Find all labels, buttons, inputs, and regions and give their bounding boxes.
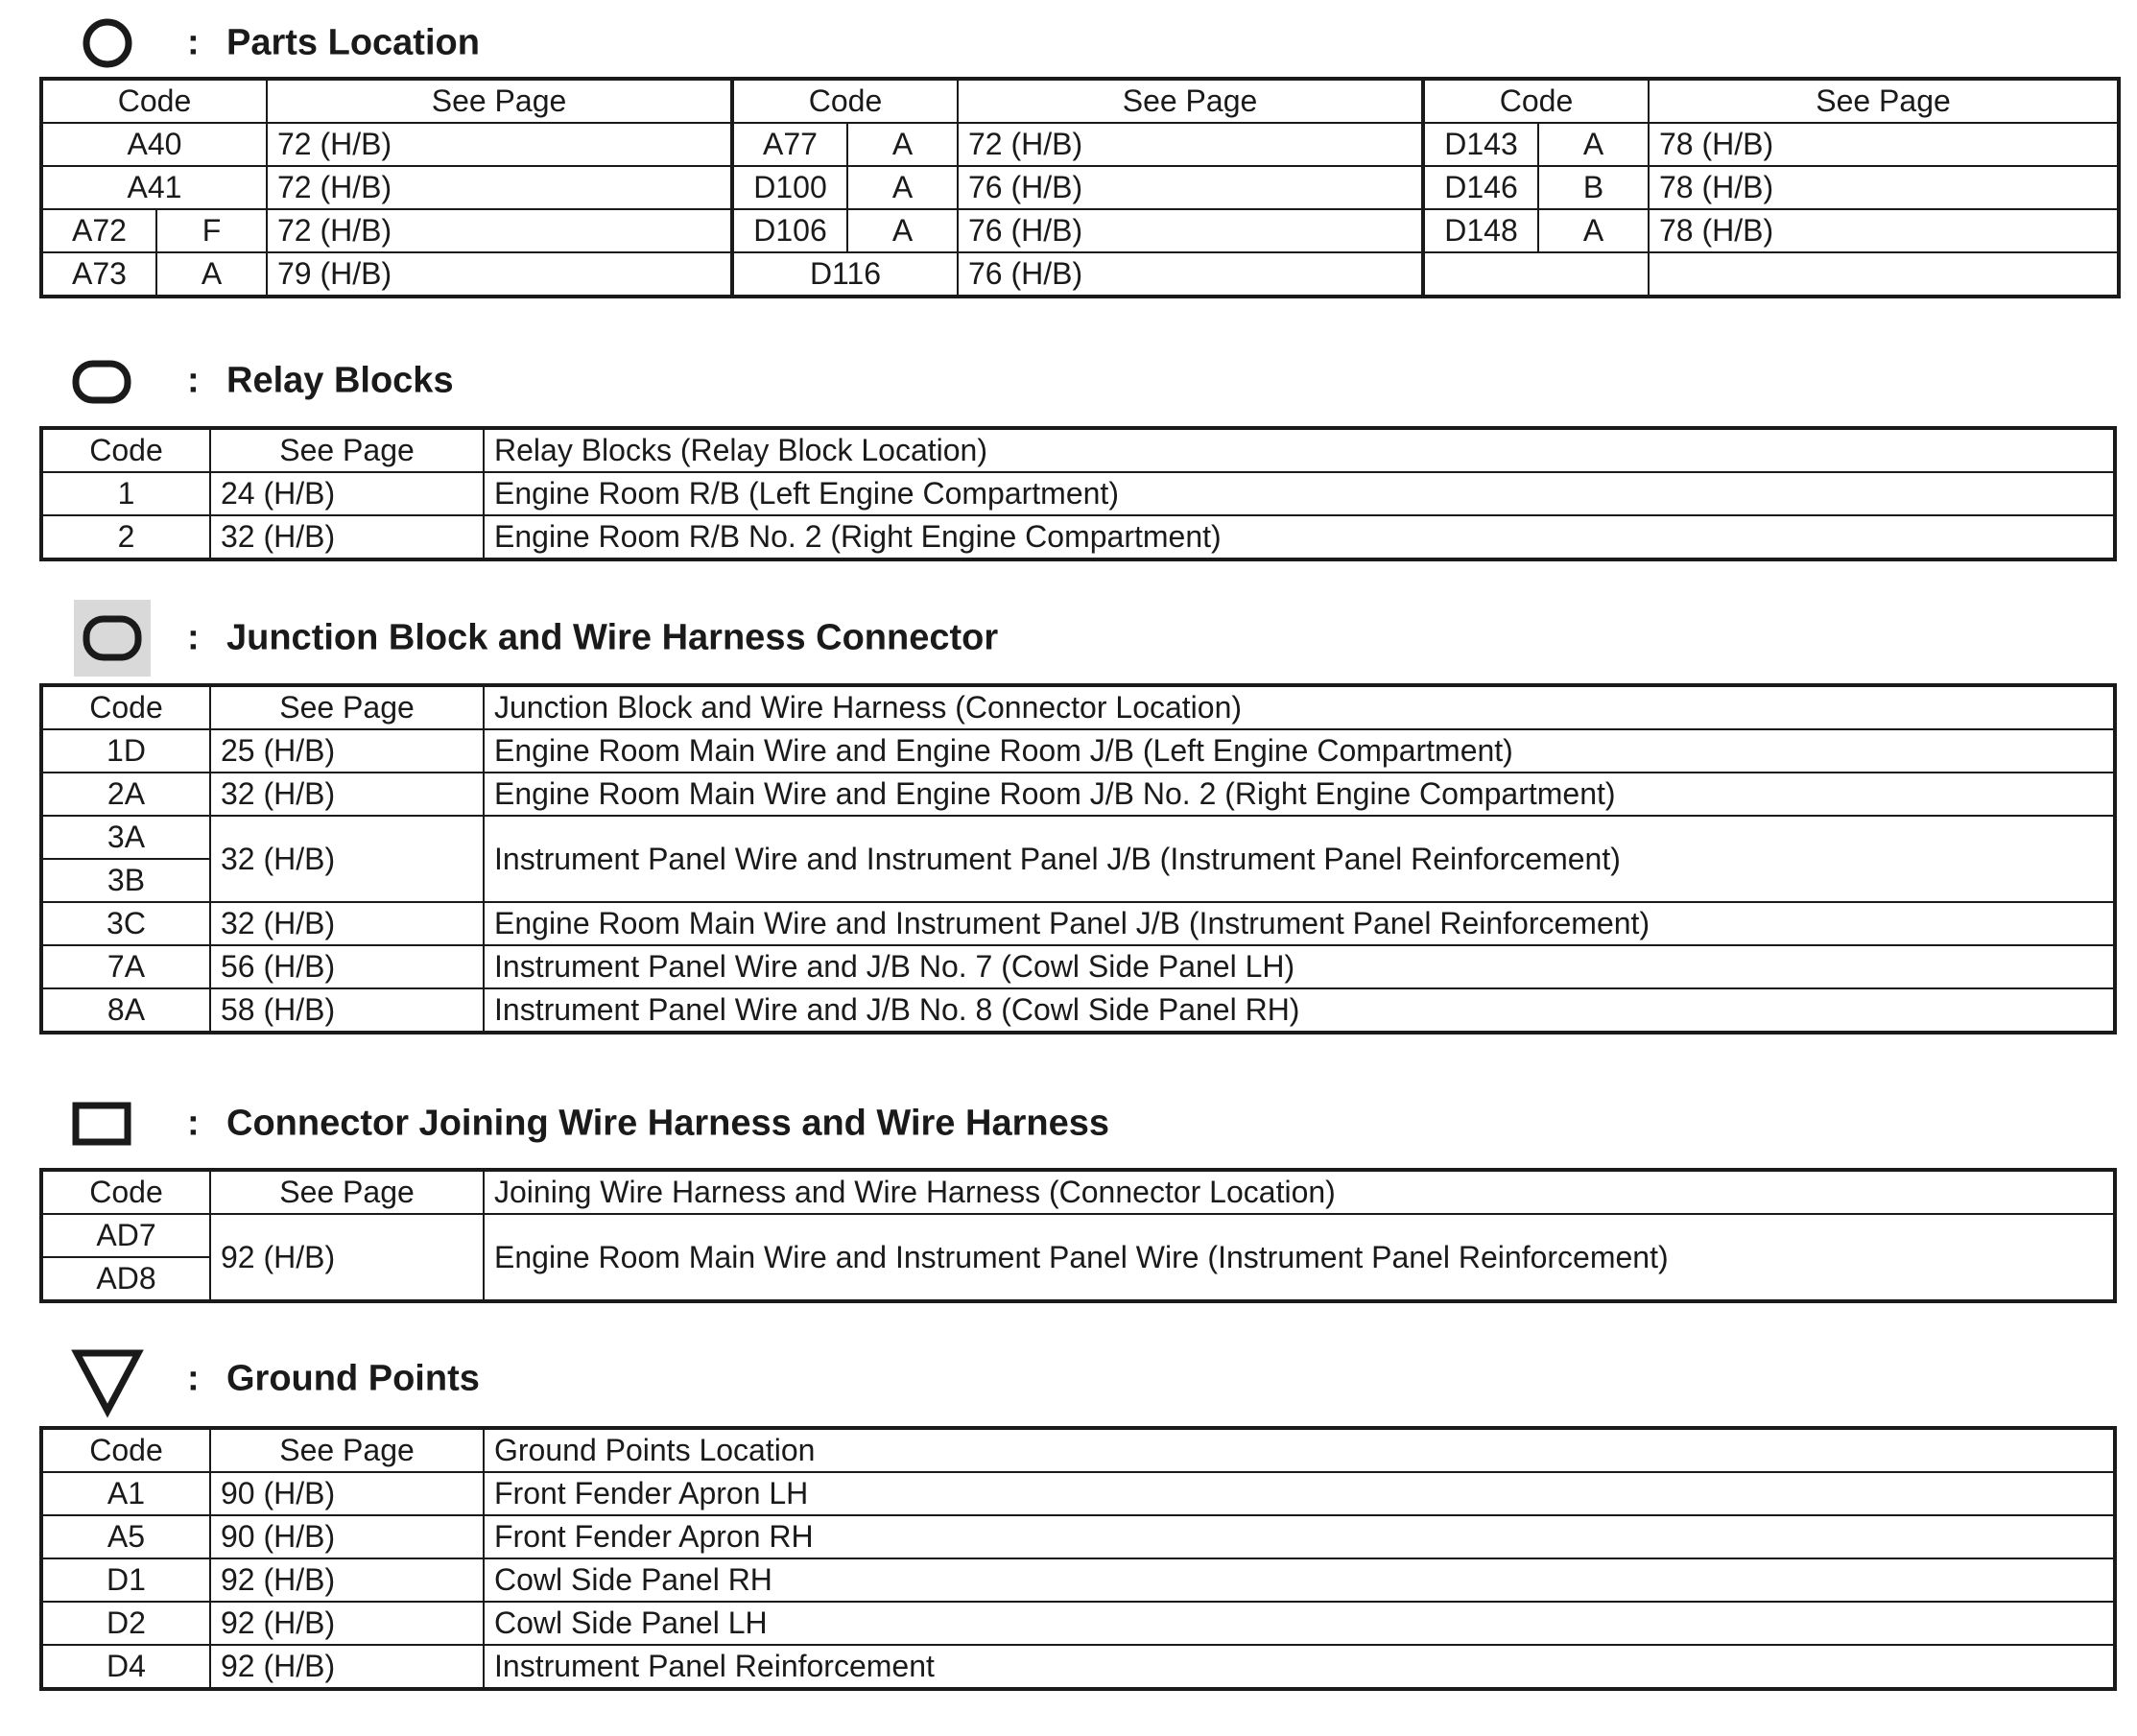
column-header-see-page: See Page bbox=[210, 428, 484, 472]
rounded-rect-icon bbox=[69, 338, 155, 424]
see-page: 76 (H/B) bbox=[958, 166, 1423, 209]
table-row bbox=[41, 988, 2115, 1033]
circle-icon bbox=[69, 0, 155, 86]
part-code: A72 bbox=[41, 209, 156, 252]
part-code: D100 bbox=[732, 166, 847, 209]
column-header-code: Code bbox=[41, 1428, 210, 1472]
see-page: 92 (H/B) bbox=[210, 1645, 484, 1689]
junction-description: Instrument Panel Wire and J/B No. 7 (Cowl Side Panel LH) bbox=[484, 945, 2115, 988]
parts-location-header bbox=[69, 0, 2084, 86]
see-page: 76 (H/B) bbox=[958, 209, 1423, 252]
see-page: 76 (H/B) bbox=[958, 252, 1423, 297]
column-header-description: Junction Block and Wire Harness (Connector Location) bbox=[484, 685, 2115, 729]
part-code: A41 bbox=[41, 166, 267, 209]
part-code: D106 bbox=[732, 209, 847, 252]
junction-code: 3A bbox=[41, 816, 210, 859]
table-header-row bbox=[41, 428, 2115, 472]
table-row bbox=[41, 816, 2115, 859]
table-header-row bbox=[41, 79, 2119, 123]
column-header-description: Joining Wire Harness and Wire Harness (Connector Location) bbox=[484, 1170, 2115, 1214]
part-code: D146 bbox=[1423, 166, 1538, 209]
see-page: 24 (H/B) bbox=[210, 472, 484, 515]
ground-description: Cowl Side Panel LH bbox=[484, 1602, 2115, 1645]
see-page: 32 (H/B) bbox=[210, 773, 484, 816]
table-header-row bbox=[41, 685, 2115, 729]
table-header-row bbox=[41, 1428, 2115, 1472]
see-page: 32 (H/B) bbox=[210, 515, 484, 559]
relay-code: 1 bbox=[41, 472, 210, 515]
see-page: 58 (H/B) bbox=[210, 988, 484, 1033]
section-title: Relay Blocks bbox=[226, 360, 454, 401]
ground-points-table bbox=[39, 1426, 2117, 1691]
column-header-see-page: See Page bbox=[210, 685, 484, 729]
ground-description: Front Fender Apron LH bbox=[484, 1472, 2115, 1515]
see-page: 25 (H/B) bbox=[210, 729, 484, 773]
section-title: Junction Block and Wire Harness Connector bbox=[226, 617, 999, 658]
see-page: 79 (H/B) bbox=[267, 252, 732, 297]
column-header-see-page: See Page bbox=[210, 1428, 484, 1472]
colon: : bbox=[187, 22, 200, 63]
ground-points-header bbox=[69, 1336, 2084, 1422]
table-row bbox=[41, 1472, 2115, 1515]
column-header-code: Code bbox=[732, 79, 958, 123]
see-page: 92 (H/B) bbox=[210, 1558, 484, 1602]
connector-joining-header bbox=[69, 1081, 2084, 1167]
junction-description: Engine Room Main Wire and Engine Room J/B (Left Engine Compartment) bbox=[484, 729, 2115, 773]
see-page: 72 (H/B) bbox=[267, 209, 732, 252]
connector-joining-table bbox=[39, 1168, 2117, 1303]
junction-description: Engine Room Main Wire and Instrument Panel J/B (Instrument Panel Reinforcement) bbox=[484, 902, 2115, 945]
see-page: 32 (H/B) bbox=[210, 816, 484, 902]
part-sub-code: A bbox=[847, 209, 958, 252]
part-sub-code: A bbox=[847, 123, 958, 166]
relay-description: Engine Room R/B (Left Engine Compartment) bbox=[484, 472, 2115, 515]
see-page bbox=[1649, 252, 2119, 297]
section-title: Connector Joining Wire Harness and Wire Harness bbox=[226, 1103, 1109, 1144]
table-header-row bbox=[41, 1170, 2115, 1214]
column-header-see-page: See Page bbox=[210, 1170, 484, 1214]
shaded-rounded-rect-icon bbox=[69, 595, 155, 681]
part-sub-code: A bbox=[1538, 209, 1649, 252]
ground-code: A1 bbox=[41, 1472, 210, 1515]
part-sub-code: A bbox=[1538, 123, 1649, 166]
table-row bbox=[41, 1645, 2115, 1689]
see-page: 72 (H/B) bbox=[958, 123, 1423, 166]
see-page: 78 (H/B) bbox=[1649, 209, 2119, 252]
part-code bbox=[1423, 252, 1649, 297]
ground-description: Front Fender Apron RH bbox=[484, 1515, 2115, 1558]
junction-block-table bbox=[39, 683, 2117, 1034]
colon: : bbox=[187, 617, 200, 658]
column-header-code: Code bbox=[41, 1170, 210, 1214]
relay-blocks-table bbox=[39, 426, 2117, 561]
section-title: Parts Location bbox=[226, 22, 480, 63]
see-page: 72 (H/B) bbox=[267, 123, 732, 166]
ground-code: D4 bbox=[41, 1645, 210, 1689]
table-row bbox=[41, 1558, 2115, 1602]
column-header-description: Relay Blocks (Relay Block Location) bbox=[484, 428, 2115, 472]
ground-description: Instrument Panel Reinforcement bbox=[484, 1645, 2115, 1689]
triangle-icon bbox=[69, 1336, 155, 1422]
part-code: D116 bbox=[732, 252, 958, 297]
junction-block-header bbox=[69, 595, 2084, 681]
part-sub-code: F bbox=[156, 209, 267, 252]
part-sub-code: A bbox=[847, 166, 958, 209]
table-row bbox=[41, 945, 2115, 988]
table-row bbox=[41, 1515, 2115, 1558]
table-row bbox=[41, 515, 2115, 559]
junction-code: 1D bbox=[41, 729, 210, 773]
see-page: 32 (H/B) bbox=[210, 902, 484, 945]
junction-description: Engine Room Main Wire and Engine Room J/B No. 2 (Right Engine Compartment) bbox=[484, 773, 2115, 816]
column-header-code: Code bbox=[41, 685, 210, 729]
see-page: 90 (H/B) bbox=[210, 1515, 484, 1558]
table-row bbox=[41, 472, 2115, 515]
see-page: 78 (H/B) bbox=[1649, 166, 2119, 209]
column-header-see-page: See Page bbox=[958, 79, 1423, 123]
table-row bbox=[41, 773, 2115, 816]
square-icon bbox=[69, 1081, 155, 1167]
relay-description: Engine Room R/B No. 2 (Right Engine Compartment) bbox=[484, 515, 2115, 559]
table-row bbox=[41, 209, 2119, 252]
parts-location-table bbox=[39, 77, 2121, 298]
junction-description: Instrument Panel Wire and J/B No. 8 (Cowl Side Panel RH) bbox=[484, 988, 2115, 1033]
column-header-see-page: See Page bbox=[267, 79, 732, 123]
junction-code: 3C bbox=[41, 902, 210, 945]
column-header-code: Code bbox=[1423, 79, 1649, 123]
see-page: 92 (H/B) bbox=[210, 1214, 484, 1301]
ground-code: D2 bbox=[41, 1602, 210, 1645]
junction-description: Instrument Panel Wire and Instrument Panel J/B (Instrument Panel Reinforcement) bbox=[484, 816, 2115, 902]
connector-description: Engine Room Main Wire and Instrument Panel Wire (Instrument Panel Reinforcement) bbox=[484, 1214, 2115, 1301]
table-row bbox=[41, 902, 2115, 945]
part-code: A40 bbox=[41, 123, 267, 166]
see-page: 72 (H/B) bbox=[267, 166, 732, 209]
colon: : bbox=[187, 1103, 200, 1144]
see-page: 56 (H/B) bbox=[210, 945, 484, 988]
table-row bbox=[41, 729, 2115, 773]
part-sub-code: B bbox=[1538, 166, 1649, 209]
ground-description: Cowl Side Panel RH bbox=[484, 1558, 2115, 1602]
junction-code: 2A bbox=[41, 773, 210, 816]
column-header-see-page: See Page bbox=[1649, 79, 2119, 123]
see-page: 78 (H/B) bbox=[1649, 123, 2119, 166]
connector-code: AD8 bbox=[41, 1257, 210, 1301]
table-row bbox=[41, 1214, 2115, 1257]
column-header-code: Code bbox=[41, 428, 210, 472]
column-header-code: Code bbox=[41, 79, 267, 123]
relay-blocks-header bbox=[69, 338, 2084, 424]
see-page: 90 (H/B) bbox=[210, 1472, 484, 1515]
junction-code: 3B bbox=[41, 859, 210, 902]
junction-code: 7A bbox=[41, 945, 210, 988]
part-code: D143 bbox=[1423, 123, 1538, 166]
see-page: 92 (H/B) bbox=[210, 1602, 484, 1645]
table-row bbox=[41, 252, 2119, 297]
part-code: A73 bbox=[41, 252, 156, 297]
part-code: D148 bbox=[1423, 209, 1538, 252]
colon: : bbox=[187, 1358, 200, 1399]
colon: : bbox=[187, 360, 200, 401]
part-sub-code: A bbox=[156, 252, 267, 297]
section-title: Ground Points bbox=[226, 1358, 480, 1399]
part-code: A77 bbox=[732, 123, 847, 166]
table-row bbox=[41, 166, 2119, 209]
table-row bbox=[41, 123, 2119, 166]
connector-code: AD7 bbox=[41, 1214, 210, 1257]
column-header-description: Ground Points Location bbox=[484, 1428, 2115, 1472]
ground-code: D1 bbox=[41, 1558, 210, 1602]
relay-code: 2 bbox=[41, 515, 210, 559]
table-row bbox=[41, 1602, 2115, 1645]
junction-code: 8A bbox=[41, 988, 210, 1033]
ground-code: A5 bbox=[41, 1515, 210, 1558]
